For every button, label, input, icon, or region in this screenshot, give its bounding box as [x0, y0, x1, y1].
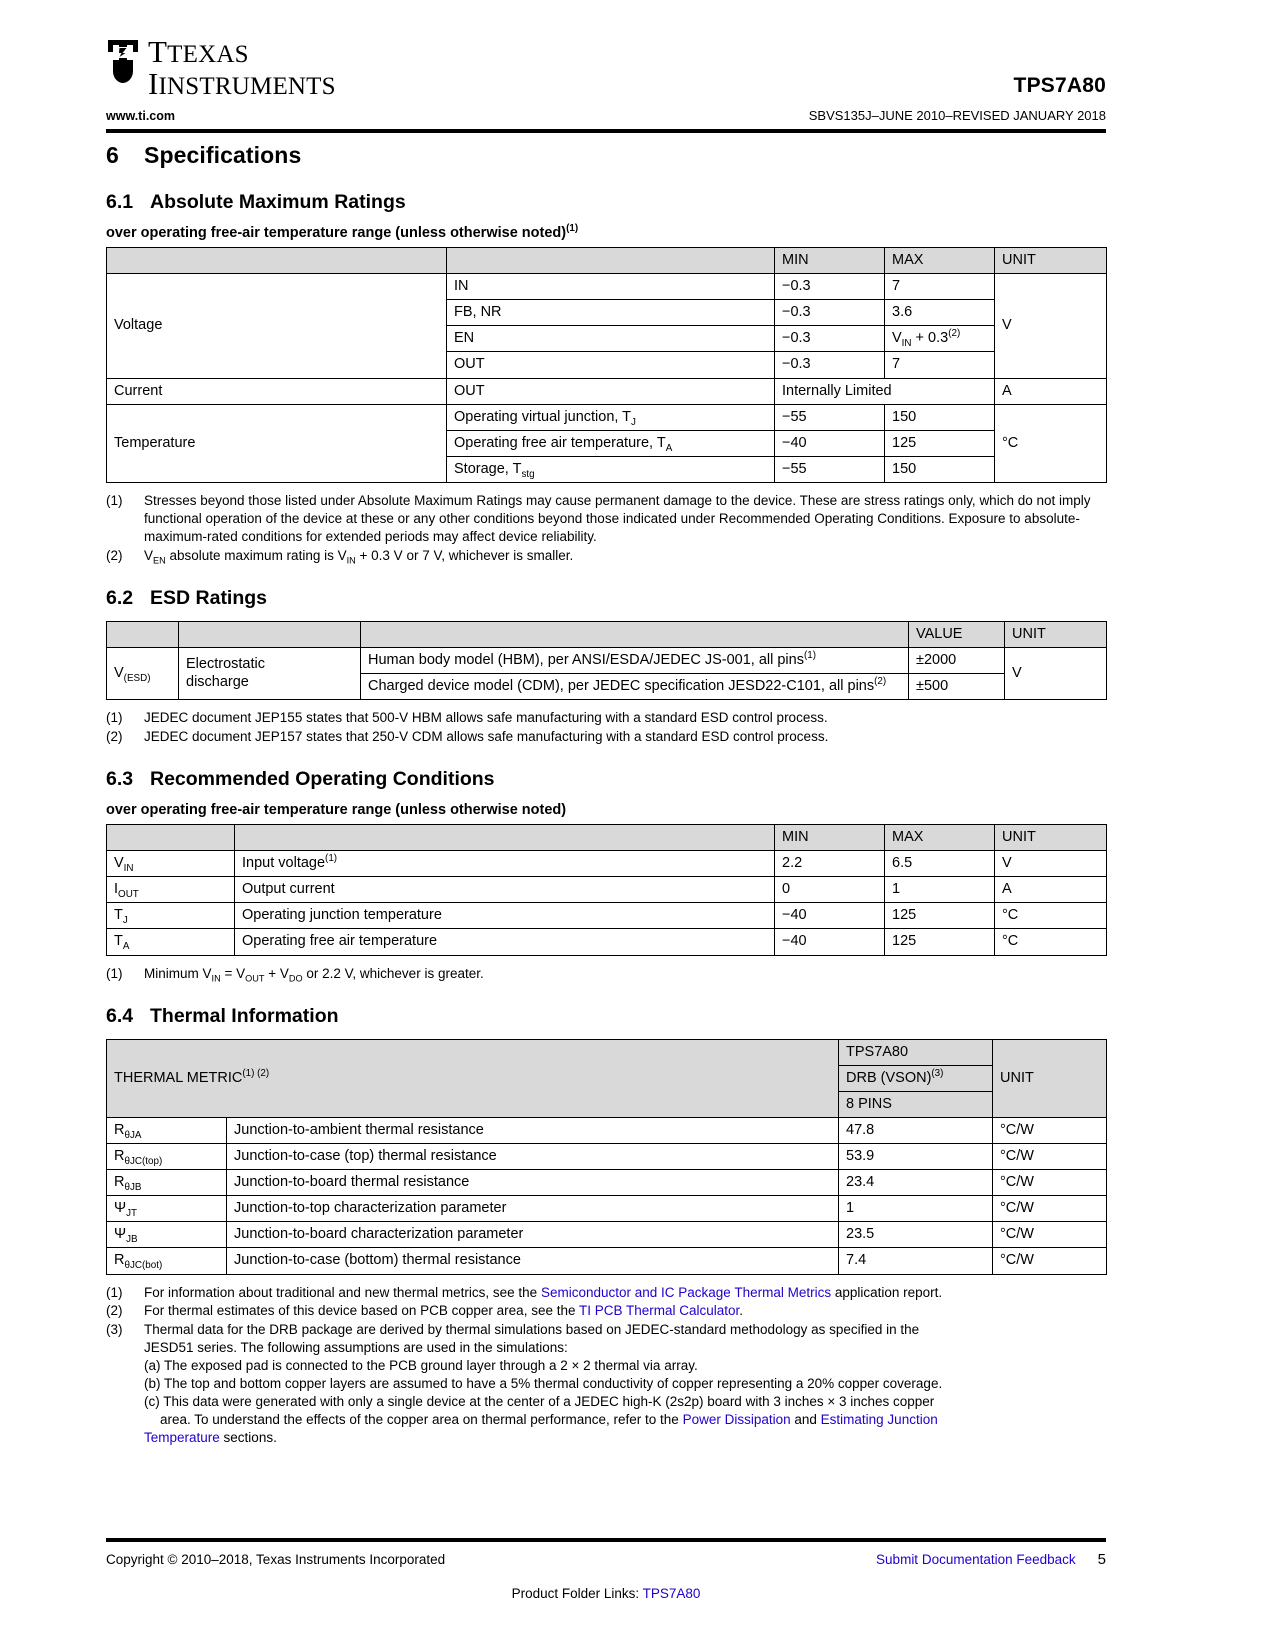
thermal-unit: °C/W [993, 1117, 1107, 1143]
blank-header-1 [107, 248, 447, 274]
thermal-description: Junction-to-ambient thermal resistance [227, 1117, 839, 1143]
param-name: FB, NR [447, 300, 775, 326]
thermal-symbol: $\Psi_{JB}$ [107, 1222, 227, 1248]
table-row [107, 903, 1107, 929]
table-row [107, 1117, 1107, 1143]
thermal-unit: °C/W [993, 1248, 1107, 1274]
footnote-marker: (2) [106, 547, 123, 563]
product-folder-links [106, 1586, 1106, 1601]
roc-symbol: $T_A$ [107, 929, 235, 955]
thermal-symbol: $\Psi_{JT}$ [107, 1196, 227, 1222]
roc-symbol: $T_J$ [107, 903, 235, 929]
thermal-symbol: $R_{\theta JA}$ [107, 1117, 227, 1143]
recommended-operating-conditions-table [106, 824, 1107, 956]
footer-right [876, 1551, 1106, 1568]
table-row [107, 647, 1107, 673]
esd-footnotes [106, 709, 1106, 746]
thermal-description: Junction-to-case (top) thermal resistance [227, 1143, 839, 1169]
page-footer [106, 1538, 1106, 1601]
table-row [107, 1248, 1107, 1274]
thermal-information-table [106, 1039, 1107, 1275]
table-row [107, 877, 1107, 903]
subsection-number: 6.3 [106, 768, 134, 791]
page-header [106, 34, 1106, 123]
thermal-unit: °C/W [993, 1222, 1107, 1248]
cell-max: 125 [885, 903, 995, 929]
col-header-value: VALUE [909, 621, 1005, 647]
roc-symbol: $I_{OUT}$ [107, 877, 235, 903]
cell-unit: °C [995, 903, 1107, 929]
thermal-description: Junction-to-board characterization parameter [227, 1222, 839, 1248]
blank-header-1 [107, 621, 179, 647]
cell-min: 0 [775, 877, 885, 903]
heading-absolute-maximum-ratings [106, 191, 1106, 214]
col-header-unit: UNIT [1005, 621, 1107, 647]
ti-logo-icon [106, 38, 140, 84]
cell-min: −55 [775, 404, 885, 430]
table-row [107, 274, 1107, 300]
table-row [107, 1222, 1107, 1248]
thermal-description: Junction-to-top characterization parameter [227, 1196, 839, 1222]
roc-description: Output current [235, 877, 775, 903]
cell-unit-voltage: V [995, 274, 1107, 378]
subsection-number: 6.2 [106, 586, 134, 609]
footnote-3b: (b) The top and bottom copper layers are assumed to have a 5% thermal conductivity of copper representing a 20% copper coverage. [144, 1376, 943, 1392]
footnote-1 [106, 709, 1106, 727]
ti-wordmark-line1: TTEXAS [148, 34, 249, 69]
ti-logo [106, 36, 336, 99]
cell-span-value: Internally Limited [775, 378, 995, 404]
cell-max: 7 [885, 352, 995, 378]
table-header-row [107, 621, 1107, 647]
param-name: OUT [447, 352, 775, 378]
thermal-unit: °C/W [993, 1143, 1107, 1169]
heading-esd-ratings [106, 587, 1106, 610]
cell-min: −0.3 [775, 352, 885, 378]
footnote-text: JEDEC document JEP157 states that 250-V CDM allows safe manufacturing with a standard ESD control process. [144, 729, 829, 745]
ti-wordmark-line2: IINSTRUMENTS [148, 65, 336, 101]
cell-max: 6.5 [885, 851, 995, 877]
col-header-thermal-metric: THERMAL $METRIC^{(1) (2)}$ [107, 1039, 839, 1117]
roc-footnotes [106, 965, 1106, 983]
cell-unit: V [995, 851, 1107, 877]
section-number: 6 [106, 142, 119, 168]
heading-thermal-information [106, 1005, 1106, 1028]
cell-min: −0.3 [775, 300, 885, 326]
subsection-title: Thermal Information [150, 1004, 339, 1027]
link-ti-pcb-thermal-calculator[interactable]: TI PCB Thermal Calculator [578, 1303, 740, 1319]
esd-category: Electrostatic discharge [179, 647, 361, 699]
col-header-pins: 8 PINS [839, 1091, 993, 1117]
footnote-1 [106, 965, 1106, 983]
thermal-symbol: $R_{\theta JC(bot)}$ [107, 1248, 227, 1274]
cell-max: 125 [885, 430, 995, 456]
blank-header-2 [179, 621, 361, 647]
footnote-text: JEDEC document JEP155 states that 500-V HBM allows safe manufacturing with a standard ESD control process. [144, 710, 828, 726]
footer-row [106, 1551, 1106, 1568]
table-row [107, 851, 1107, 877]
footnote-1 [106, 1284, 1106, 1302]
cell-unit-temperature: °C [995, 404, 1107, 482]
col-header-unit: UNIT [995, 825, 1107, 851]
footnote-text: Minimum $V_{IN} = V_{OUT} + V_{DO}$ or 2.2 V, whichever is greater. [144, 965, 484, 984]
table-header-row-1 [107, 1039, 1107, 1065]
col-header-device: TPS7A80 [839, 1039, 993, 1065]
col-header-max: MAX [885, 248, 995, 274]
footnote-3c-cont: area. To understand the effects of the copper area on thermal performance, refer to the Power Dissipation and Estimating Junction [160, 1412, 938, 1428]
cell-unit: °C [995, 929, 1107, 955]
abs-max-footnotes [106, 492, 1106, 565]
footnote-marker: (1) [106, 965, 123, 981]
subsection-title: ESD Ratings [150, 586, 268, 609]
esd-value: ±500 [909, 674, 1005, 700]
footnote-3c: (c) This data were generated with only a single device at the center of a JEDEC high-K (2s2p) board with 3 inches × 3 inches copper [144, 1394, 935, 1410]
cell-max: 150 [885, 456, 995, 482]
thermal-value: 47.8 [839, 1117, 993, 1143]
footnote-marker: (1) [106, 492, 123, 508]
table-row [107, 1170, 1107, 1196]
link-estimating-junction-temperature-cont[interactable]: Temperature [144, 1430, 220, 1446]
param-name: EN [447, 326, 775, 352]
cell-min: 2.2 [775, 851, 885, 877]
footnote-3 [106, 1321, 1106, 1447]
table-row [107, 404, 1107, 430]
subsection-number: 6.4 [106, 1004, 134, 1027]
thermal-value: 23.4 [839, 1170, 993, 1196]
blank-header-3 [361, 621, 909, 647]
table-row [107, 1143, 1107, 1169]
footnote-3a: (a) The exposed pad is connected to the PCB ground layer through a 2 × 2 thermal via array. [144, 1358, 698, 1374]
footnote-text: $V_{EN}$ absolute maximum rating is $V_{IN} + 0.3$ V or 7 V, whichever is smaller. [144, 547, 574, 566]
cell-min: −0.3 [775, 326, 885, 352]
blank-header-1 [107, 825, 235, 851]
ti-wordmark [148, 36, 336, 99]
esd-ratings-table [106, 621, 1107, 700]
header-divider [106, 129, 1106, 133]
product-folder-link-tps7a80[interactable]: TPS7A80 [642, 1586, 701, 1601]
thermal-description: Junction-to-board thermal resistance [227, 1170, 839, 1196]
footnote-ref: (1) [566, 223, 579, 235]
cell-max: 1 [885, 877, 995, 903]
roc-description: Operating free air temperature [235, 929, 775, 955]
thermal-symbol: $R_{\theta JC(top)}$ [107, 1143, 227, 1169]
param-name: IN [447, 274, 775, 300]
footnote-marker: (2) [106, 729, 123, 745]
cell-min: −0.3 [775, 274, 885, 300]
copyright-text: Copyright © 2010–2018, Texas Instruments Incorporated [106, 1552, 446, 1567]
cell-max: 150 [885, 404, 995, 430]
table-header-row [107, 248, 1107, 274]
footnote-marker: (1) [106, 1284, 123, 1300]
footnote-marker: (2) [106, 1303, 123, 1319]
param-name: Operating virtual junction, $T_J$ [447, 404, 775, 430]
link-power-dissipation[interactable]: Power Dissipation [682, 1412, 791, 1428]
col-header-min: MIN [775, 825, 885, 851]
footnote-3c-cont2: Temperature sections. [144, 1430, 277, 1446]
cell-min: −55 [775, 456, 885, 482]
footnote-2 [106, 547, 1106, 565]
table-header-row [107, 825, 1107, 851]
part-number: TPS7A80 [1013, 74, 1106, 97]
col-header-package: DRB (VSON)$^{(3)}$ [839, 1065, 993, 1091]
blank-header-2 [447, 248, 775, 274]
param-name: Storage, $T_{stg}$ [447, 456, 775, 482]
thermal-footnotes [106, 1284, 1106, 1448]
document-id: SBVS135J–JUNE 2010–REVISED JANUARY 2018 [808, 108, 1106, 123]
esd-symbol: $V_{(ESD)}$ [107, 647, 179, 699]
thermal-symbol: $R_{\theta JB}$ [107, 1170, 227, 1196]
cell-min: −40 [775, 430, 885, 456]
thermal-value: 53.9 [839, 1143, 993, 1169]
esd-description: Charged device model (CDM), per JEDEC specification JESD22-C101, all pins$^{(2)}$ [361, 674, 909, 700]
footnote-text: Thermal data for the DRB package are derived by thermal simulations based on JEDEC-standard methodology as specified in the JESD51 series. The following assumptions are used in the simulations: (a) The exposed pad is connected to the PCB ground layer through a 2 × 2 thermal via array. (b) The top and bottom copper layers are assumed to have a 5% thermal conductivity of copper representing a 20% copper coverage. (c) This data were generated with only a single device at the center of a JEDEC high-K (2s2p) board with 3 inches × 3 inches copper area. To understand the effects of the copper area on thermal performance, refer to the Power Dissipation and Estimating Junction Temperature sections. [144, 1321, 1106, 1447]
subsection-title: Absolute Maximum Ratings [150, 191, 406, 213]
page-number: 5 [1097, 1551, 1106, 1568]
thermal-value: 7.4 [839, 1248, 993, 1274]
thermal-value: 1 [839, 1196, 993, 1222]
cell-max: 7 [885, 274, 995, 300]
roc-symbol: $V_{IN}$ [107, 851, 235, 877]
cell-max: 3.6 [885, 300, 995, 326]
table-row [107, 378, 1107, 404]
page-content [106, 34, 1106, 1448]
table-row [107, 929, 1107, 955]
footnote-text: For thermal estimates of this device based on PCB copper area, see the TI PCB Thermal Calculator. [144, 1303, 744, 1319]
thermal-value: 23.5 [839, 1222, 993, 1248]
cell-min: −40 [775, 903, 885, 929]
roc-condition: over operating free-air temperature range (unless otherwise noted) [106, 802, 567, 819]
esd-unit: V [1005, 647, 1107, 699]
footnote-2 [106, 1302, 1106, 1320]
col-header-unit: UNIT [993, 1039, 1107, 1117]
footer-divider [106, 1538, 1106, 1542]
absolute-maximum-ratings-table [106, 247, 1107, 483]
esd-description: Human body model (HBM), per ANSI/ESDA/JEDEC JS-001, all pins$^{(1)}$ [361, 647, 909, 673]
cell-unit: A [995, 877, 1107, 903]
subsection-title: Recommended Operating Conditions [150, 768, 495, 791]
group-label-temperature: Temperature [107, 404, 447, 482]
link-estimating-junction-temperature[interactable]: Estimating Junction [820, 1412, 938, 1428]
ti-website-link[interactable]: www.ti.com [106, 109, 175, 123]
thermal-unit: °C/W [993, 1170, 1107, 1196]
cell-max: $V_{IN} + 0.3^{(2)}$ [885, 326, 995, 352]
submit-documentation-feedback-link[interactable]: Submit Documentation Feedback [876, 1552, 1076, 1567]
footnote-2 [106, 728, 1106, 746]
subsection-number: 6.1 [106, 191, 134, 213]
blank-header-2 [235, 825, 775, 851]
cell-min: −40 [775, 929, 885, 955]
link-semiconductor-thermal-metrics[interactable]: Semiconductor and IC Package Thermal Metrics [540, 1284, 832, 1300]
group-label-current: Current [107, 378, 447, 404]
footnote-text: For information about traditional and new thermal metrics, see the Semiconductor and IC Package Thermal Metrics application report. [144, 1284, 943, 1300]
thermal-unit: °C/W [993, 1196, 1107, 1222]
heading-recommended-operating-conditions [106, 768, 1106, 791]
col-header-min: MIN [775, 248, 885, 274]
param-name: OUT [447, 378, 775, 404]
esd-value: ±2000 [909, 647, 1005, 673]
footnote-marker: (1) [106, 710, 123, 726]
cell-max: 125 [885, 929, 995, 955]
footnote-text: Stresses beyond those listed under Absolute Maximum Ratings may cause permanent damage to the device. These are stress ratings only, which do not imply functional operation of the device at these or any other conditions beyond those indicated under Recommended Operating Conditions. Exposure to absolute-maximum-rated conditions for extended periods may affect device reliability. [144, 492, 1091, 544]
col-header-unit: UNIT [995, 248, 1107, 274]
section-title: Specifications [144, 142, 302, 168]
product-folder-links-label: Product Folder Links: [511, 1586, 643, 1601]
header-meta-row [106, 108, 1106, 123]
page-title [106, 142, 1106, 169]
roc-description: Operating junction temperature [235, 903, 775, 929]
table-row [107, 1196, 1107, 1222]
abs-max-condition: over operating free-air temperature range (unless otherwise noted)$^{(1)}$ [106, 223, 579, 241]
col-header-max: MAX [885, 825, 995, 851]
group-label-voltage: Voltage [107, 274, 447, 378]
param-name: Operating free air temperature, $T_A$ [447, 430, 775, 456]
cell-unit-current: A [995, 378, 1107, 404]
thermal-description: Junction-to-case (bottom) thermal resistance [227, 1248, 839, 1274]
footnote-1 [106, 492, 1106, 546]
roc-description: Input voltage$^{(1)}$ [235, 851, 775, 877]
footnote-marker: (3) [106, 1322, 123, 1338]
